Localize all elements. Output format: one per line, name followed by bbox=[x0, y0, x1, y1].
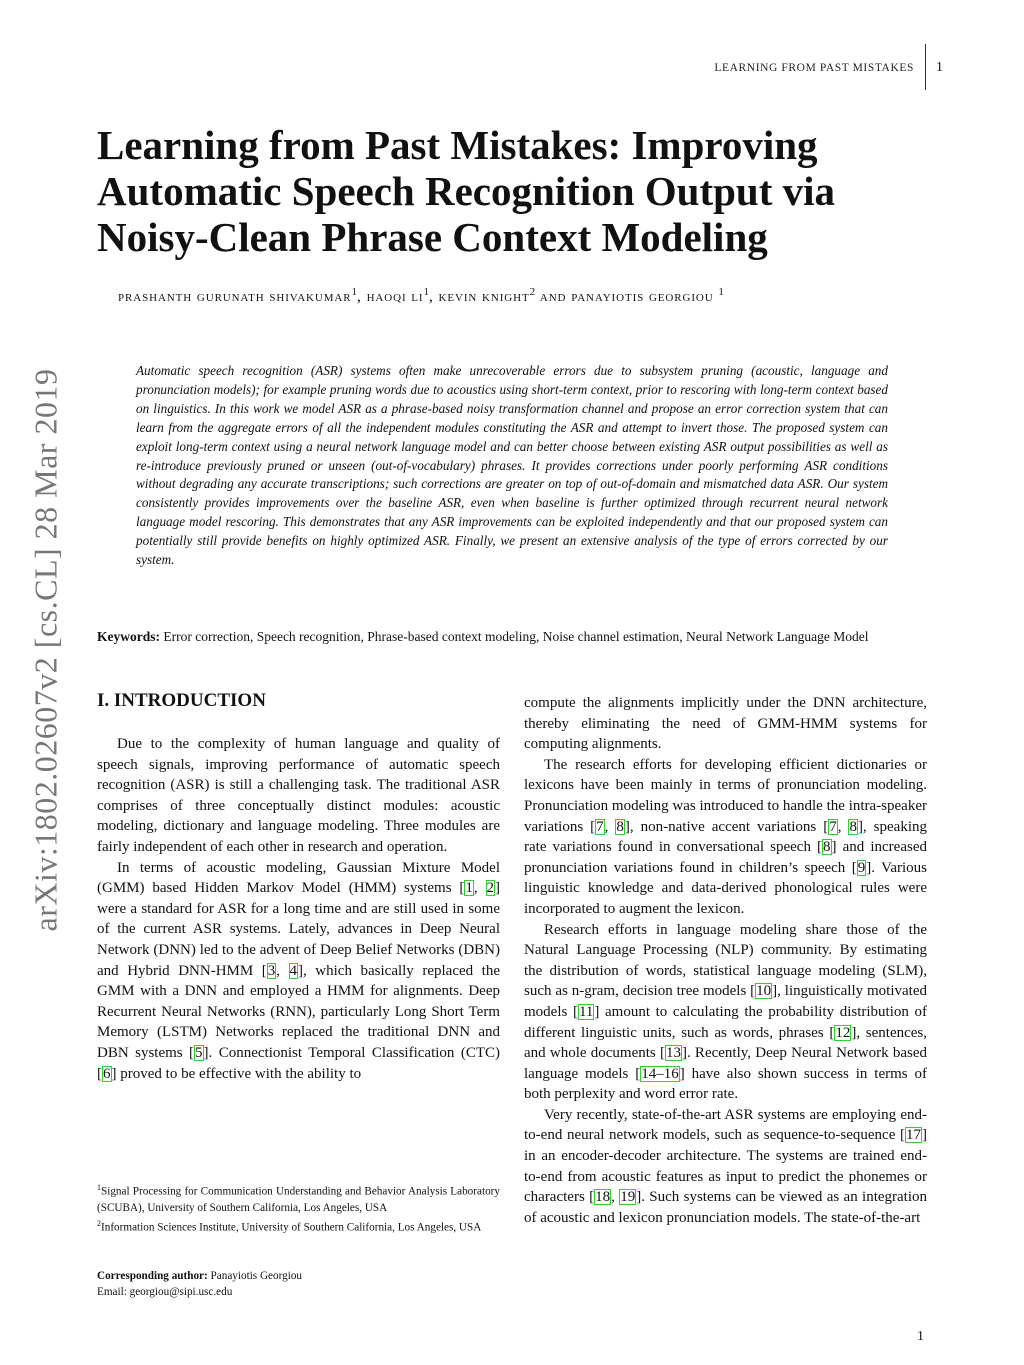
body-paragraph bbox=[97, 858, 500, 1085]
body-text: ] and increased pronunciation variations found in children’s speech [ bbox=[524, 839, 927, 876]
body-text: , bbox=[837, 818, 849, 835]
keywords bbox=[97, 627, 927, 646]
citation-link[interactable]: 4 bbox=[289, 962, 298, 979]
body-paragraph bbox=[524, 920, 927, 1105]
body-text: Due to the complexity of human language and quality of speech signals, improving performance of automatic speech recognition (ASR) is still a challenging task. The traditional ASR comprises of three conceptually distinct modules: acoustic modeling, dictionary and language modeling. Three modules are fairly independent of each other in research and operation. bbox=[97, 736, 500, 855]
body-text: ], which basically replaced the GMM with a DNN and employed a HMM for alignments. Deep Recurrent Neural Networks (RNN), particularly Long Short Term Memory (LSTM) Networks replaced the traditional DNN and DBN systems [ bbox=[97, 962, 500, 1061]
body-paragraph bbox=[524, 755, 927, 920]
author-separator: and bbox=[535, 288, 572, 306]
correspondence-label: Corresponding author: bbox=[97, 1270, 208, 1282]
citation-link[interactable]: 3 bbox=[267, 962, 276, 979]
abstract: Automatic speech recognition (ASR) systems often make unrecoverable errors due to subsystem pruning (acoustic, language and pronunciation models); for example pruning words due to acoustics using short-term context, prior to rescoring with long-term context based on linguistics. In this work we model ASR as a phrase-based noisy transformation channel and propose an error correction system that can learn from the aggregate errors of all the independent modules constituting the ASR and attempt to invert those. The proposed system can exploit long-term context using a neural network language model and can better choose between existing ASR output possibilities as well as re-introduce previously pruned or unseen (out-of-vocabulary) phrases. It provides corrections under poorly performing ASR conditions without degrading any accurate transcriptions; such corrections are greater on top of out-of-domain and mismatched data ASR. Our system consistently provides improvements over the baseline ASR, even when baseline is further optimized through recurrent neural network language model rescoring. This demonstrates that any ASR improvements can be exploited independently and that our proposed system can potentially still provide benefits on highly optimized ASR. Finally, we present an extensive analysis of the type of errors corrected by our system. bbox=[136, 363, 888, 568]
footnote bbox=[97, 1180, 500, 1216]
citation-link[interactable]: 1 bbox=[465, 880, 473, 897]
citation-link[interactable]: 7 bbox=[829, 818, 837, 835]
body-text: The research efforts for developing efficient dictionaries or lexicons have been mainly in terms of pronunciation modeling. Pronunciation modeling was introduced to handle the intra-speaker variations [ bbox=[524, 756, 927, 835]
body-paragraph bbox=[524, 693, 927, 755]
header-page-number: 1 bbox=[936, 60, 943, 75]
correspondence-email: Email: georgiou@sipi.usc.edu bbox=[97, 1286, 233, 1298]
correspondence-name: Panayiotis Georgiou bbox=[210, 1270, 303, 1282]
body-text: ] were a standard for ASR for a long time and are still used in some of the current ASR systems. Lately, advances in Deep Neural Network (DNN) led to the advent of Deep Belief Networks (DBN) and Hybrid DNN-HMM [ bbox=[97, 880, 501, 979]
citation-link[interactable]: 8 bbox=[849, 818, 857, 835]
author-list bbox=[118, 280, 898, 309]
body-text: ]. Connectionist Temporal Classification (CTC) [ bbox=[97, 1044, 500, 1082]
body-text: ], speaking rate variations found in conversational speech [ bbox=[524, 818, 927, 856]
author-name: panayiotis georgiou bbox=[571, 288, 714, 306]
author-separator: , bbox=[428, 288, 439, 306]
footnote-mark: 1 bbox=[97, 1183, 101, 1192]
body-text: Research efforts in language modeling share those of the Natural Language Processing (NLP) community. By estimating the distribution of words, statistical language modeling (SLM), such as n-gram, decision tree models [ bbox=[524, 921, 927, 1000]
body-text: ]. Various linguistic knowledge and data-derived phonological rules were incorporated to augment the lexicon. bbox=[524, 859, 927, 917]
author-name: kevin knight bbox=[438, 288, 530, 306]
body-text: ] proved to be effective with the ability to bbox=[111, 1065, 362, 1082]
citation-link[interactable]: 17 bbox=[906, 1127, 921, 1144]
keywords-text: Error correction, Speech recognition, Phrase-based context modeling, Noise channel estimation, Neural Network Language Model bbox=[163, 629, 869, 644]
body-text: ] have also shown success in terms of both perplexity and word error rate. bbox=[524, 1065, 927, 1103]
body-text: , bbox=[604, 818, 616, 835]
footer-page-number: 1 bbox=[917, 1329, 924, 1344]
footnote-text: Information Sciences Institute, University of Southern California, Los Angeles, USA bbox=[101, 1221, 482, 1234]
correspondence bbox=[97, 1268, 500, 1300]
citation-link[interactable]: 8 bbox=[823, 839, 831, 856]
footnotes bbox=[97, 1180, 500, 1235]
body-text: In terms of acoustic modeling, Gaussian Mixture Model (GMM) based Hidden Markov Model (HMM) systems [ bbox=[97, 859, 500, 897]
author-name: prashanth gurunath shivakumar bbox=[118, 288, 352, 306]
citation-link[interactable]: 14–16 bbox=[641, 1065, 679, 1082]
author-affiliation-mark: 1 bbox=[423, 286, 429, 298]
citation-link[interactable]: 19 bbox=[620, 1189, 636, 1206]
author-affiliation-mark: 1 bbox=[351, 286, 358, 298]
footnote-mark: 2 bbox=[97, 1218, 101, 1228]
body-text: , bbox=[611, 1189, 620, 1206]
running-title: LEARNING FROM PAST MISTAKES bbox=[714, 62, 914, 74]
body-text: ]. Recently, Deep Neural Network based language models [ bbox=[524, 1045, 927, 1082]
body-text: Very recently, state-of-the-art ASR systems are employing end-to-end neural network models, such as sequence-to-sequence [ bbox=[524, 1106, 927, 1144]
body-text: ], linguistically motivated models [ bbox=[524, 983, 927, 1020]
citation-link[interactable]: 18 bbox=[595, 1189, 611, 1206]
citation-link[interactable]: 9 bbox=[857, 859, 866, 876]
body-text: , bbox=[473, 880, 486, 897]
author-affiliation-mark: 2 bbox=[529, 286, 536, 298]
section-heading: I. INTRODUCTION bbox=[97, 690, 266, 711]
body-column-right bbox=[524, 693, 927, 1228]
body-text: ], non-native accent variations [ bbox=[624, 818, 829, 835]
header-divider bbox=[925, 44, 926, 90]
arxiv-stamp: arXiv:1802.02607v2 [cs.CL] 28 Mar 2019 bbox=[27, 368, 64, 932]
body-column-left bbox=[97, 734, 500, 1084]
author-name: haoqi li bbox=[366, 288, 424, 306]
citation-link[interactable]: 10 bbox=[756, 983, 772, 1000]
citation-link[interactable]: 7 bbox=[596, 818, 604, 835]
author-separator: , bbox=[357, 288, 367, 306]
body-text: ] amount to calculating the probability distribution of different linguistic units, such as words, phrases [ bbox=[524, 1003, 927, 1041]
body-text: ] in an encoder-decoder architecture. The systems are trained end-to-end from acoustic features as input to predict the phonemes or characters [ bbox=[524, 1127, 927, 1206]
footnote-text: Signal Processing for Communication Understanding and Behavior Analysis Laboratory (SCUBA), University of Southern California, Los Angeles, USA bbox=[97, 1185, 500, 1214]
paper-title: Learning from Past Mistakes: Improving Automatic Speech Recognition Output via Noisy-Clean Phrase Context Modeling bbox=[97, 122, 835, 260]
citation-link[interactable]: 6 bbox=[103, 1065, 111, 1082]
body-text: ]. Such systems can be viewed as an integration of acoustic and lexicon pronunciation models. The state-of-the-art bbox=[524, 1189, 928, 1226]
author-affiliation-mark: 1 bbox=[718, 286, 724, 298]
body-text: , bbox=[276, 962, 289, 979]
citation-link[interactable]: 11 bbox=[578, 1003, 594, 1020]
body-text: compute the alignments implicitly under the DNN architecture, thereby eliminating the need of GMM-HMM systems for computing alignments. bbox=[524, 695, 927, 753]
citation-link[interactable]: 13 bbox=[665, 1045, 681, 1062]
body-paragraph bbox=[97, 734, 500, 858]
citation-link[interactable]: 12 bbox=[835, 1024, 851, 1041]
body-paragraph bbox=[524, 1105, 927, 1229]
citation-link[interactable]: 2 bbox=[486, 880, 495, 897]
citation-link[interactable]: 8 bbox=[616, 818, 624, 835]
keywords-label: Keywords: bbox=[97, 629, 160, 644]
body-text: ], sentences, and whole documents [ bbox=[524, 1024, 928, 1062]
citation-link[interactable]: 5 bbox=[195, 1044, 203, 1061]
footnote bbox=[97, 1216, 500, 1236]
